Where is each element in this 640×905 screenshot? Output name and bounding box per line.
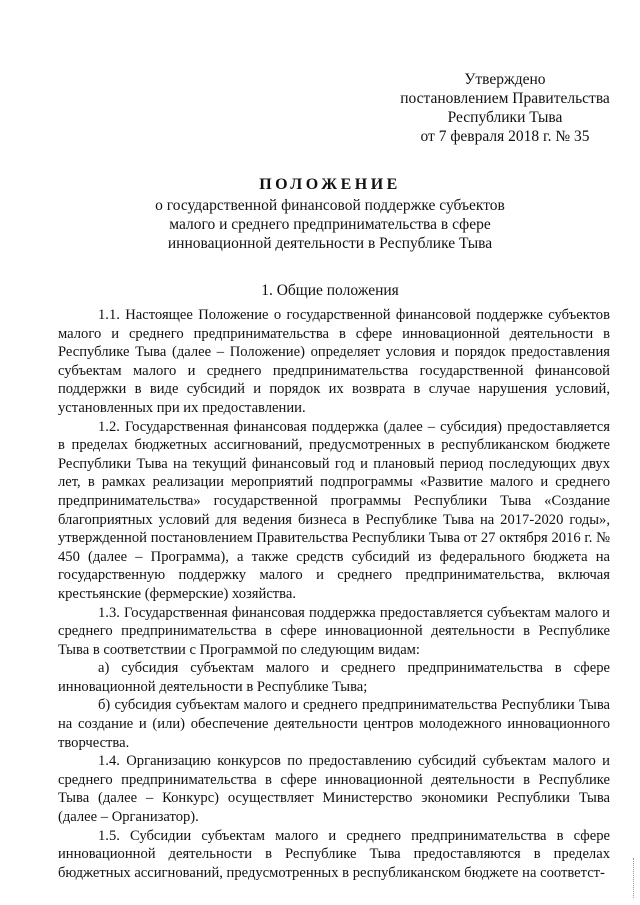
paragraph-1-3-a: а) субсидия субъектам малого и среднего предпринимательства в сфере инновационной деятельности в Республике Тыва;: [58, 660, 610, 695]
approval-line-approved: Утверждено: [464, 71, 546, 88]
paragraph-1-3-b: б) субсидия субъектам малого и среднего предпринимательства Республики Тыва на создание и (или) обеспечение деятельности центров молодежного инновационного творчества.: [58, 697, 610, 751]
approval-line-date: от 7 февраля 2018 г. № 35: [420, 128, 590, 145]
section-heading: 1. Общие положения: [261, 282, 399, 299]
paragraph-1-4: 1.4. Организацию конкурсов по предоставлению субсидий субъектам малого и среднего предпринимательства в сфере инновационной деятельности в Республике Тыва (далее – Конкурс) осуществляет Министерство экономики Республики Тыва (далее – Организатор).: [58, 753, 610, 826]
approval-line-resolution: постановлением Правительства: [400, 90, 610, 107]
document-title: ПОЛОЖЕНИЕ: [259, 176, 401, 193]
paragraph-1-1: 1.1. Настоящее Положение о государственной финансовой поддержке субъектов малого и среднего предпринимательства в сфере инновационной деятельности в Республике Тыва (далее – Положение) определяет условия и порядок предоставления субъектам малого и среднего предпринимательства государственной финансовой поддержки в виде субсидий и порядок их возврата в случае нарушения условий, установленных при их предоставлении.: [58, 307, 610, 416]
document-subtitle-line-2: малого и среднего предпринимательства в сфере: [169, 216, 491, 233]
document-body: [58, 306, 610, 882]
paragraph-1-5: 1.5. Субсидии субъектам малого и среднего предпринимательства в сфере инновационной деятельности в Республике Тыва предоставляются в пределах бюджетных ассигнований, предусмотренных в республиканском бюджете на соответст-: [58, 827, 610, 881]
document-subtitle-line-1: о государственной финансовой поддержке субъектов: [155, 197, 505, 214]
approval-line-republic: Республики Тыва: [447, 109, 563, 126]
approval-stamp: [380, 70, 630, 146]
document-subtitle-line-3: инновационной деятельности в Республике Тыва: [167, 235, 493, 252]
scan-edge-mark: [633, 858, 636, 898]
paragraph-1-3: 1.3. Государственная финансовая поддержка предоставляется субъектам малого и среднего предпринимательства в сфере инновационной деятельности в Республике Тыва в соответствии с Программой по следующим видам:: [58, 604, 610, 658]
document-title-block: [60, 175, 600, 253]
paragraph-1-2: 1.2. Государственная финансовая поддержка (далее – субсидия) предоставляется в пределах бюджетных ассигнований, предусмотренных в республиканском бюджете Республики Тыва на текущий финансовый год и плановый период последующих двух лет, в рамках реализации мероприятий подпрограммы «Развитие малого и среднего предпринимательства» государственной программы Республики Тыва «Создание благоприятных условий для ведения бизнеса в Республике Тыва на 2017-2020 годы», утвержденной постановлением Правительства Республики Тыва от 27 октября 2016 г. № 450 (далее – Программа), а также средств субсидий из федерального бюджета на государственную поддержку малого и среднего предпринимательства, включая крестьянские (фермерские) хозяйства.: [58, 418, 610, 602]
